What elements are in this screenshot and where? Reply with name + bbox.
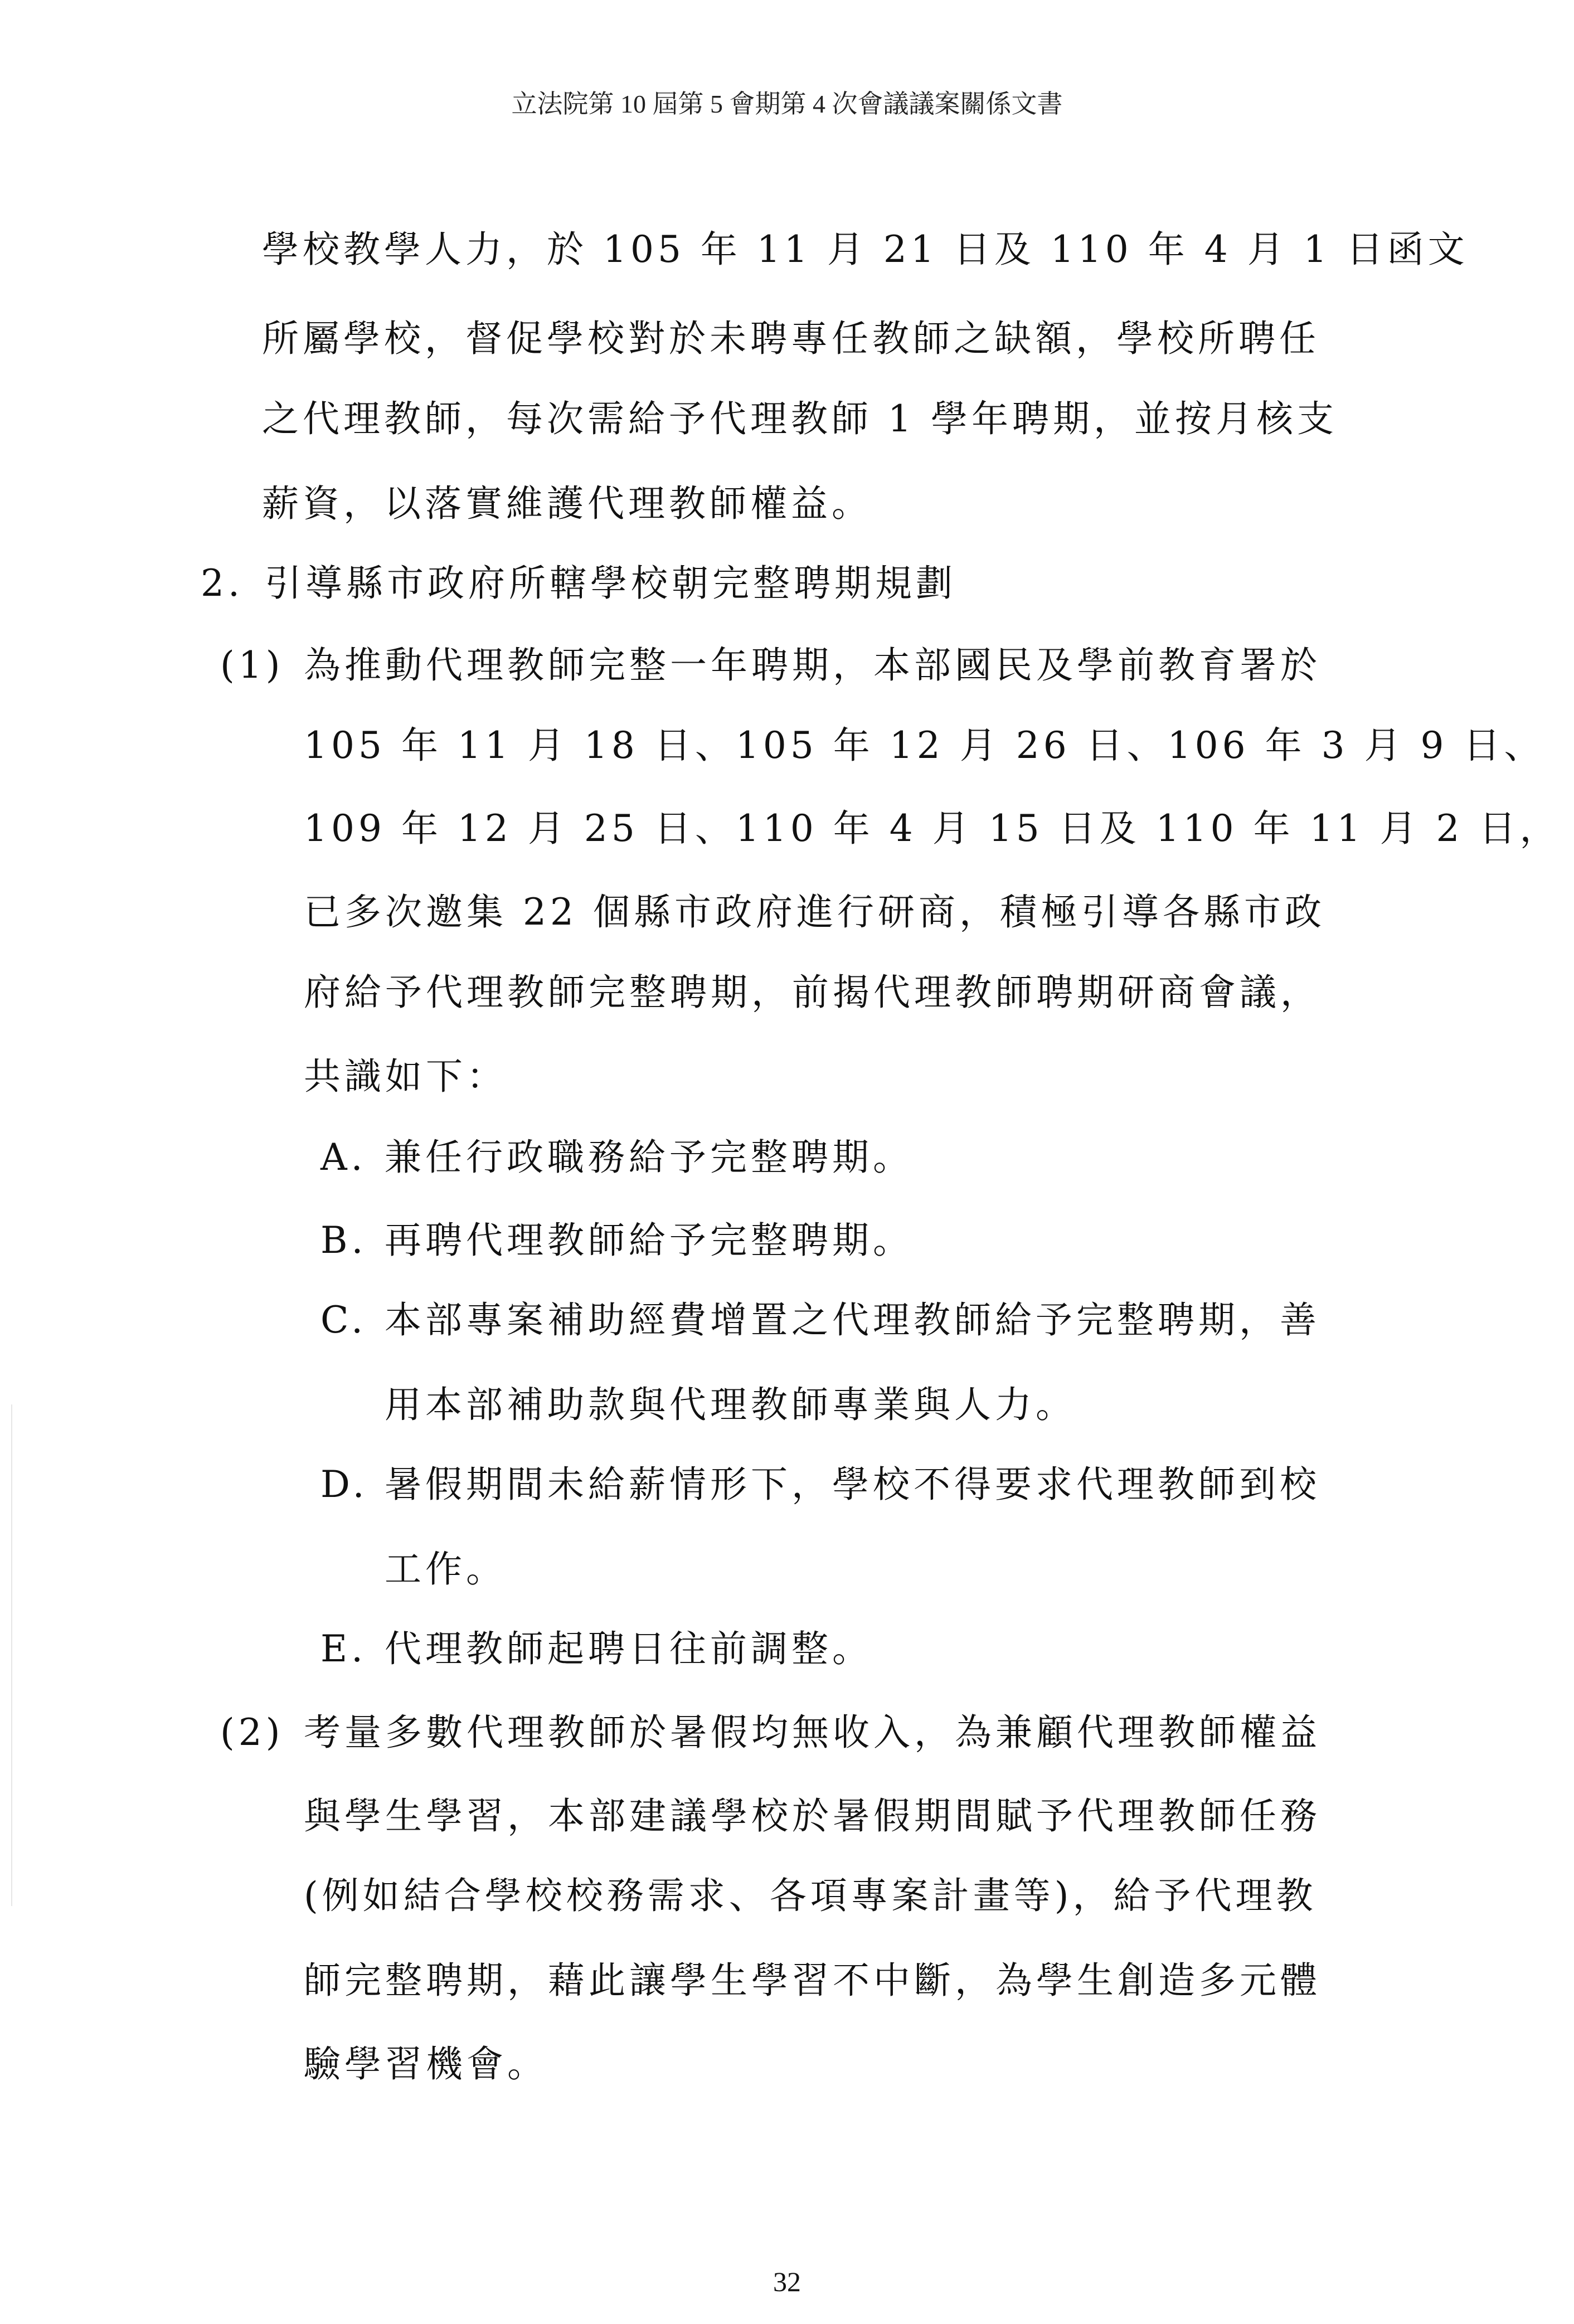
body-text-line: 用本部補助款與代理教師專業與人力。 — [385, 1383, 1076, 1426]
body-text-line: 薪資，以落實維護代理教師權益。 — [262, 482, 872, 525]
body-text-line: 代理教師起聘日往前調整。 — [385, 1627, 873, 1670]
point-letter: E. — [320, 1627, 367, 1670]
body-text-line: 之代理教師，每次需給予代理教師 1 學年聘期，並按月核支 — [262, 397, 1338, 440]
page-number: 32 — [773, 2266, 801, 2297]
body-text-line: 兼任行政職務給予完整聘期。 — [385, 1136, 914, 1179]
body-text-line: 105 年 11 月 18 日、105 年 12 月 26 日、106 年 3 月 9 日、 — [304, 724, 1545, 767]
body-text-line: 暑假期間未給薪情形下，學校不得要求代理教師到校 — [385, 1463, 1320, 1506]
point-letter: C. — [320, 1299, 367, 1341]
point-letter: A. — [320, 1136, 367, 1179]
body-text-line: 共識如下： — [304, 1055, 507, 1098]
point-letter: B. — [320, 1219, 367, 1262]
body-text-line: 與學生學習，本部建議學校於暑假期間賦予代理教師任務 — [304, 1795, 1321, 1837]
body-text-line: 驗學習機會。 — [304, 2043, 548, 2085]
body-text-line: 為推動代理教師完整一年聘期，本部國民及學前教育署於 — [304, 644, 1321, 687]
body-text-line: (例如結合學校校務需求、各項專案計畫等)，給予代理教 — [304, 1874, 1317, 1917]
body-text-line: 所屬學校，督促學校對於未聘專任教師之缺額，學校所聘任 — [262, 317, 1320, 360]
sub-item-number: (2) — [220, 1711, 284, 1754]
sub-item-number: (1) — [220, 644, 284, 687]
body-text-line: 已多次邀集 22 個縣市政府進行研商，積極引導各縣市政 — [304, 891, 1325, 934]
body-text-line: 師完整聘期，藉此讓學生學習不中斷，為學生創造多元體 — [304, 1959, 1321, 2002]
document-header: 立法院第 10 屆第 5 會期第 4 次會議議案關係文書 — [511, 90, 1063, 118]
body-text-line: 本部專案補助經費增置之代理教師給予完整聘期，善 — [385, 1299, 1320, 1341]
point-letter: D. — [320, 1463, 368, 1506]
list-number: 2. — [201, 562, 244, 605]
body-text-line: 考量多數代理教師於暑假均無收入，為兼顧代理教師權益 — [304, 1711, 1321, 1754]
body-text-line: 府給予代理教師完整聘期，前揭代理教師聘期研商會議， — [304, 971, 1321, 1014]
body-text-line: 工作。 — [385, 1548, 507, 1591]
body-text-line: 學校教學人力，於 105 年 11 月 21 日及 110 年 4 月 1 日函文 — [262, 228, 1469, 271]
body-text-line: 再聘代理教師給予完整聘期。 — [385, 1219, 914, 1262]
section-heading: 引導縣市政府所轄學校朝完整聘期規劃 — [265, 562, 956, 605]
body-text-line: 109 年 12 月 25 日、110 年 4 月 15 日及 110 年 11 月 2 日， — [304, 807, 1561, 850]
scan-margin-mark — [11, 1404, 12, 1906]
